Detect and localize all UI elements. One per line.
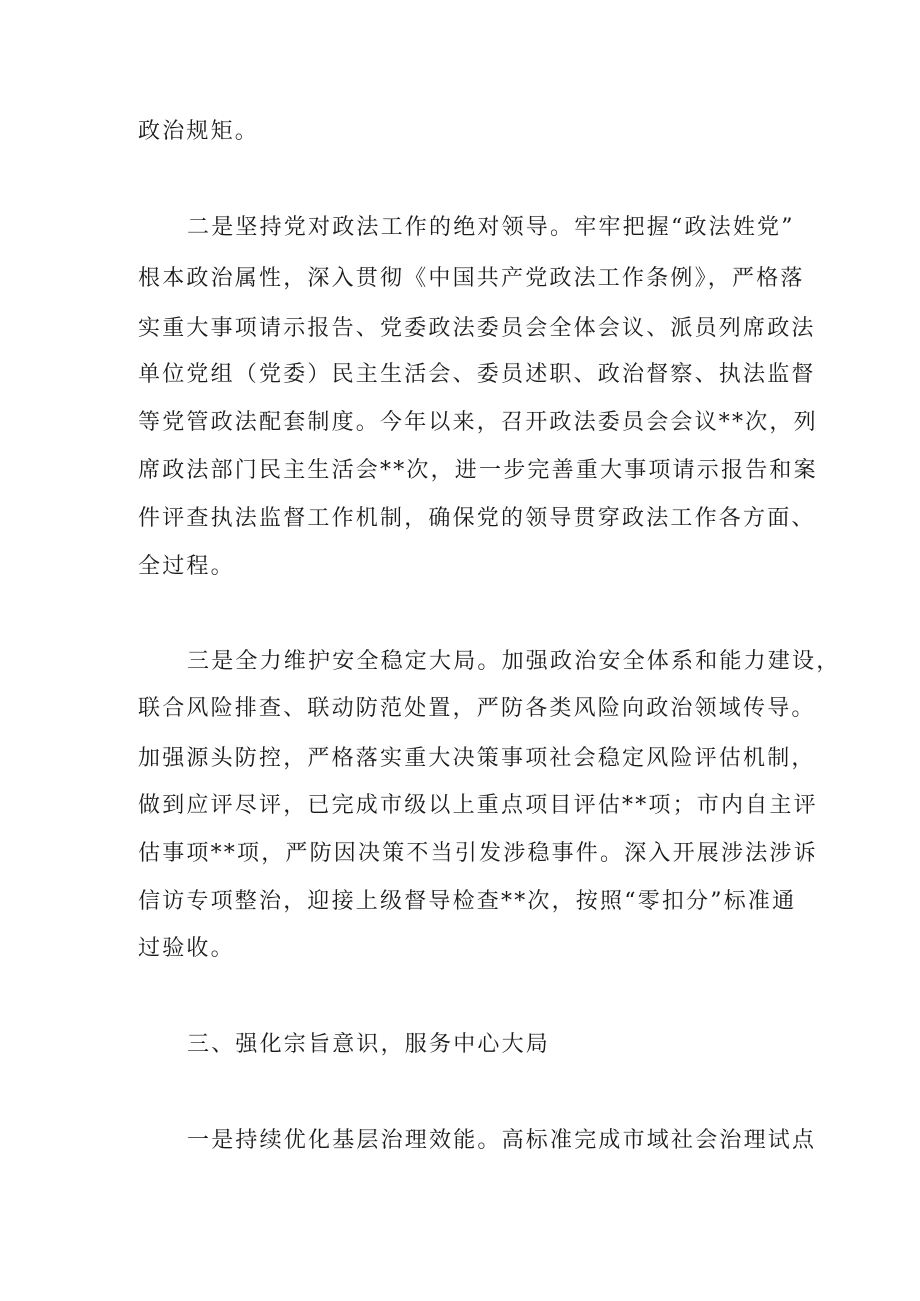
- paragraph-line: 实重大事项请示报告、党委政法委员会全体会议、派员列席政法: [138, 316, 816, 341]
- paragraph-line: 一是持续优化基层治理效能。高标准完成市域社会治理试点: [187, 1128, 817, 1153]
- paragraph-line: 单位党组（党委）民主生活会、委员述职、政治督察、执法监督: [138, 362, 816, 387]
- paragraph-line: 做到应评尽评，已完成市级以上重点项目评估**项；市内自主评: [138, 793, 818, 818]
- section-heading: 三、强化宗旨意识，服务中心大局: [187, 1032, 551, 1057]
- paragraph-line: 等党管政法配套制度。今年以来，召开政法委员会会议**次，列: [138, 410, 818, 435]
- paragraph-line: 件评查执法监督工作机制，确保党的领导贯穿政法工作各方面、: [138, 506, 816, 531]
- paragraph-line: 三是全力维护安全稳定大局。加强政治安全体系和能力建设，: [187, 649, 841, 674]
- paragraph-line: 信访专项整治，迎接上级督导检查**次，按照“零扣分”标准通: [138, 889, 797, 914]
- paragraph-line: 二是坚持党对政法工作的绝对领导。牢牢把握“政法姓党”: [187, 215, 795, 240]
- paragraph-line: 政治规矩。: [138, 119, 260, 144]
- paragraph-line: 加强源头防控，严格落实重大决策事项社会稳定风险评估机制，: [138, 746, 816, 771]
- paragraph-line: 过验收。: [138, 936, 235, 961]
- paragraph-line: 估事项**项，严防因决策不当引发涉稳事件。深入开展涉法涉诉: [138, 841, 818, 866]
- paragraph-line: 席政法部门民主生活会**次，进一步完善重大事项请示报告和案: [138, 458, 818, 483]
- paragraph-line: 全过程。: [138, 554, 235, 579]
- paragraph-line: 联合风险排查、联动防范处置，严防各类风险向政治领域传导。: [138, 696, 816, 721]
- paragraph-line: 根本政治属性，深入贯彻《中国共产党政法工作条例》，严格落: [138, 266, 805, 291]
